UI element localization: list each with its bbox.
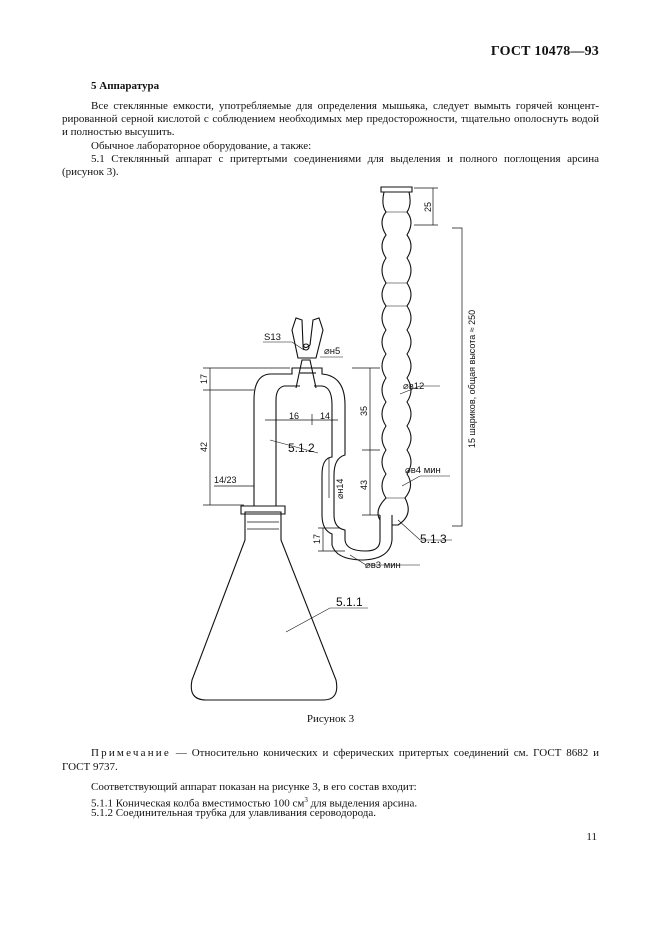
label-s13: S13 <box>264 332 281 343</box>
para1-line2: рированной серной кислотой с соблюдением необходимых мер предосторожности, тщательно ополоснуть водой <box>62 113 599 125</box>
para1-line1: Все стеклянные емкости, употребляемые для определения мышьяка, следует вымыть горячей концент- <box>91 100 599 112</box>
note-text: — Относительно конических и сферических притертых соединений см. ГОСТ 8682 и <box>170 747 599 759</box>
para1-line3: и полностью высушить. <box>62 126 175 138</box>
label-dn5: ⌀н5 <box>324 346 341 357</box>
label-part-511: 5.1.1 <box>336 595 363 609</box>
section-title: 5 Аппаратура <box>91 80 160 92</box>
dim-42: 42 <box>199 441 209 452</box>
page-number: 11 <box>586 831 597 843</box>
dim-16: 16 <box>289 411 300 421</box>
para3-line2: (рисунок 3). <box>62 166 119 178</box>
para2: Обычное лабораторное оборудование, а также: <box>91 140 312 152</box>
item-511-sup: 3 <box>304 796 308 804</box>
dim-43: 43 <box>359 479 369 490</box>
dim-25: 25 <box>423 201 433 212</box>
label-dn14: ⌀н14 <box>335 478 345 499</box>
figure-caption: Рисунок 3 <box>306 713 355 725</box>
para3-line1: 5.1 Стеклянный аппарат с притертыми соединениями для выделения и полного поглощения арсина <box>91 153 599 165</box>
document-code: ГОСТ 10478—93 <box>490 44 599 59</box>
label-dv12: ⌀в12 <box>403 381 425 392</box>
dim-35: 35 <box>359 405 369 416</box>
label-joint: 14/23 <box>214 475 237 485</box>
note-label: Примечание <box>91 747 171 759</box>
para4: Соответствующий аппарат показан на рисунке 3, в его состав входит: <box>91 781 417 793</box>
label-part-513: 5.1.3 <box>420 532 447 546</box>
item-512: 5.1.2 Соединительная трубка для улавливания сероводорода. <box>91 807 376 819</box>
item-511-tail: для выделения арсина. <box>307 797 418 810</box>
dim-14: 14 <box>320 411 331 421</box>
dim-17-top: 17 <box>199 373 209 384</box>
label-balls-note: 15 шариков, общая высота ≈ 250 <box>467 309 477 448</box>
label-dv4: ⌀в4 мин <box>405 465 441 476</box>
item-511-text: 5.1.1 Коническая колба вместимостью 100 см <box>91 797 305 810</box>
note-line1 <box>91 747 599 761</box>
dim-17-bottom: 17 <box>312 533 322 544</box>
label-dv3: ⌀в3 мин <box>365 560 401 571</box>
label-part-512: 5.1.2 <box>288 441 315 455</box>
note-line2: ГОСТ 9737. <box>62 761 118 773</box>
